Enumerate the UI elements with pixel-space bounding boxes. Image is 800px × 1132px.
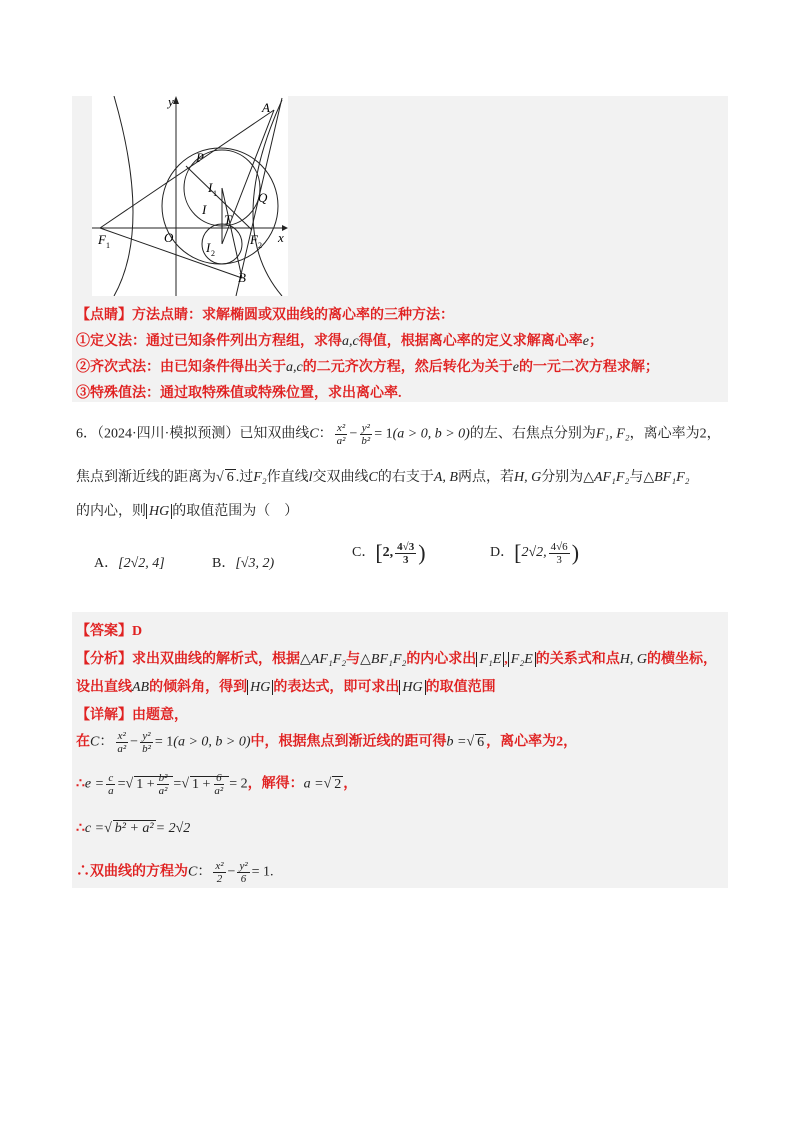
analysis-line-1: [76, 648, 717, 668]
d4-colon: ：: [197, 864, 212, 880]
q-sqrt6: 6: [226, 470, 234, 485]
label-Q: Q: [258, 190, 268, 205]
tip-m1-pre: ①定义法：通过已知条件列出方程组，求得: [76, 334, 342, 349]
an2-end: 的取值范围: [425, 680, 496, 695]
q-l: l: [308, 470, 313, 485]
q-l2-b: 作直线: [266, 470, 309, 485]
tip-title: 【点睛】方法点睛：求解椭圆或双曲线的离心率的三种方法：: [76, 308, 454, 323]
question-foci: F₁, F₂: [595, 426, 630, 442]
choice-C-label: C．: [352, 545, 376, 561]
d2-a-eq: a =: [303, 776, 324, 792]
d4-x2: x²: [215, 860, 224, 872]
d2-root1: [134, 772, 173, 797]
d2-eq2: =: [173, 776, 182, 792]
d1-pre: 在: [76, 734, 90, 750]
question-line-3: [76, 500, 298, 520]
d4-frac-x: [213, 860, 225, 885]
choice-B-label: B．: [212, 556, 236, 571]
d3-rad: b² + a²: [114, 821, 154, 836]
label-y: y: [168, 96, 174, 109]
d2-e: e =: [84, 776, 105, 792]
d4-6: 6: [240, 873, 247, 885]
an-mid: 的内心求出: [406, 652, 477, 667]
choice-D-label: D．: [490, 545, 515, 561]
q-l2-a: .过: [235, 470, 254, 485]
d2-one-1: 1 +: [136, 776, 155, 792]
question-colon: ：: [318, 426, 333, 442]
question-line-1: [76, 422, 721, 447]
question-frac-x: [335, 422, 348, 447]
q-abs-HG: HG: [146, 504, 172, 519]
tip-method-1: [76, 330, 603, 350]
d4-minus: −: [227, 864, 236, 880]
label-I1: I: [208, 180, 213, 195]
tip-m2-mid: 的二元齐次方程，然后转化为关于: [302, 360, 513, 375]
d4-frac-y: [237, 860, 249, 885]
detail-label: 【详解】由题意，: [76, 708, 188, 723]
detail-line-2: ∴e = $\frac{c}{a}$ =√ 1 + $\frac{\text{b²}}{\text{a²}}$ =√ 1 + $\frac{6}{\text{a²}}$ = 2，解得：a =√ 2 ，: [76, 772, 358, 797]
d2-a: a: [108, 785, 114, 797]
d1-b: b =: [446, 734, 467, 750]
label-P: P: [196, 150, 204, 165]
label-A: A: [262, 100, 270, 115]
d1-colon: ：: [99, 734, 114, 750]
d1-frac-x-num: x²: [117, 730, 126, 742]
an-pre: 【分析】求出双曲线的解析式，根据: [76, 652, 300, 667]
tip-m1-mid: 得值，根据离心率的定义求解离心率: [358, 334, 583, 349]
q-l3-pre: 的内心，则: [76, 504, 146, 519]
choice-B-value: [√3, 2): [235, 556, 275, 571]
d4-y2: y²: [239, 860, 248, 872]
an2-absHG: HG: [247, 680, 273, 695]
d2-end: ，: [343, 776, 358, 792]
d3-res: = 2√2: [155, 821, 191, 836]
label-F1-sub: 1: [106, 241, 110, 250]
frac-y-num: y²: [361, 422, 370, 434]
question-line-2: 焦点到渐近线的距离为√ 6 .过F₂作直线l交双曲线C的右支于A, B两点，若H, G分别为△AF₁F₂与△BF₁F₂: [76, 470, 690, 485]
q-l2-e: 两点，若: [457, 470, 514, 485]
answer-label: 【答案】D: [76, 624, 143, 639]
q-F2: F₂: [253, 470, 267, 485]
question-C: C: [309, 426, 319, 442]
choice-D-den: 3: [556, 553, 562, 566]
q-C2: C: [368, 470, 378, 485]
choice-B[interactable]: [212, 552, 274, 572]
d1-minus: −: [130, 734, 139, 750]
an-tri2: △BF₁F₂: [360, 652, 407, 667]
question-minus: −: [349, 426, 358, 442]
question-number: 6．: [76, 426, 97, 442]
question-ecc: ，离心率为2，: [629, 426, 721, 442]
question-cond: (a > 0, b > 0): [392, 426, 470, 442]
choice-D-pre: 2√2,: [521, 545, 547, 561]
d2-frac-ba: [157, 772, 170, 797]
question-frac-y: [359, 422, 372, 447]
choice-A-value: [2√2, 4]: [118, 556, 165, 571]
d4-C: C: [188, 864, 198, 880]
question-source: （2024·四川·模拟预测）已知双曲线: [97, 426, 310, 442]
label-F2-sub: 2: [258, 241, 262, 250]
label-I: I: [202, 202, 207, 217]
d3-pre: ∴: [76, 821, 85, 836]
d2-c: c: [108, 772, 114, 784]
frac-x-num: x²: [336, 422, 346, 434]
choice-C-num: 4√3: [397, 540, 415, 553]
tip-method-2: [76, 356, 659, 376]
label-I2: I: [206, 240, 211, 255]
an-mid2: 的关系式和点: [535, 652, 620, 667]
d1-frac-x-den: a²: [117, 743, 127, 755]
frac-y-den: b²: [361, 435, 371, 447]
label-B: B: [238, 270, 246, 285]
q-l2-d: 的右支于: [377, 470, 434, 485]
d1-cond: (a > 0, b > 0): [173, 734, 251, 750]
d2-frac-ca: [106, 772, 116, 797]
tip-m2-e: e: [512, 360, 519, 375]
tip-m2-vars: a,c: [286, 360, 303, 375]
d1-end: ，离心率为2，: [486, 734, 578, 750]
tip-m2-end: 的一元二次方程求解；: [518, 360, 659, 375]
q-l2-g: 与: [629, 470, 644, 485]
q-HG: H, G: [513, 470, 542, 485]
d1-frac-y-den: b²: [142, 743, 151, 755]
label-O: O: [164, 230, 174, 245]
choice-A-label: A．: [94, 556, 119, 571]
q-AB: A, B: [433, 470, 458, 485]
d2-6: 6: [216, 772, 222, 784]
d1-frac-y: [140, 730, 153, 755]
d2-a2: a²: [158, 785, 168, 797]
d1-C: C: [90, 734, 100, 750]
d3-c: c =: [84, 821, 105, 836]
tip-method-3: ③特殊值法：通过取特殊值或特殊位置，求出离心率.: [76, 386, 402, 401]
label-x: x: [278, 230, 284, 245]
an2-mid2: 的表达式，即可求出: [273, 680, 400, 695]
choice-C-frac: [395, 541, 416, 566]
d4-pre: ∴双曲线的方程为: [76, 864, 188, 880]
an-tri1: △AF₁F₂: [300, 652, 347, 667]
d2-sqrt2: 2: [334, 776, 342, 792]
q-tri1: △AF₁F₂: [583, 470, 630, 485]
d1-frac-x: [115, 730, 128, 755]
label-T: T: [224, 212, 232, 227]
analysis-line-2: [76, 676, 496, 696]
choice-C-den: 3: [402, 553, 409, 566]
q-l3-post: 的取值范围为（ ）: [172, 504, 299, 519]
q-l2-pre: 焦点到渐近线的距离为: [76, 470, 216, 485]
question-eq-one: = 1: [374, 426, 393, 442]
an2-pre: 设出直线: [76, 680, 132, 695]
q-l2-c: 交双曲线: [312, 470, 369, 485]
an2-mid: 的倾斜角，得到: [149, 680, 248, 695]
d2-a2-2: a²: [214, 785, 224, 797]
choice-D-num: 4√6: [550, 540, 568, 553]
detail-line-3: ∴c =√ b² + a² = 2√2: [76, 821, 191, 836]
d2-pre: ∴: [76, 776, 85, 792]
choice-A[interactable]: [94, 552, 165, 572]
label-F2: F: [250, 232, 258, 247]
q-tri2: △BF₁F₂: [643, 470, 690, 485]
d1-frac-y-num: y²: [142, 730, 151, 742]
d2-result: = 2: [229, 776, 248, 792]
an2-AB: AB: [132, 680, 150, 695]
tip-m1-e: e: [582, 334, 589, 349]
an-comma: ,: [504, 652, 508, 667]
d1-mid: 中，根据焦点到渐近线的距可得: [250, 734, 447, 750]
frac-x-den: a²: [336, 435, 346, 447]
tip-m1-vars: a,c: [342, 334, 359, 349]
d2-frac-6a: [212, 772, 225, 797]
d1-sqrt6: 6: [477, 734, 485, 750]
detail-line-1: 在C： $\frac{\text{x²}}{\text{a²}}$ − $\frac{\text{y²}}{\text{b²}}$ = 1(a > 0, b > 0)中，根据焦点到渐近线的距可得b =√ 6 ，离心率为2，: [76, 730, 578, 755]
an2-absHG2: HG: [399, 680, 425, 695]
label-F1: F: [98, 232, 106, 247]
d2-solve: ，解得：: [247, 776, 304, 792]
hyperbola-figure: [92, 96, 288, 296]
d1-eq: = 1: [154, 734, 174, 750]
choice-D-frac: [549, 541, 570, 566]
d2-b2: b²: [158, 772, 168, 784]
choice-C[interactable]: C．[2, $\frac{4√3}{3}$ ): [352, 540, 426, 566]
tip-m2-pre: ②齐次式法：由已知条件得出关于: [76, 360, 286, 375]
an-end: 的横坐标，: [647, 652, 718, 667]
an-and: 与: [346, 652, 361, 667]
q-l2-f: 分别为: [541, 470, 584, 485]
label-I1-sub: 1: [213, 189, 217, 198]
an-F2E: F₂E: [508, 652, 536, 667]
d2-root2: [190, 772, 229, 797]
d4-eq: = 1.: [251, 864, 274, 880]
choice-C-pre: 2,: [382, 545, 394, 561]
choice-D[interactable]: D．[2√2, $\frac{4√6}{3}$ ): [490, 540, 580, 566]
d2-eq1: =: [117, 776, 126, 792]
an-F1E: F₁E: [476, 652, 504, 667]
an-HG: H, G: [619, 652, 648, 667]
detail-line-4: [76, 860, 274, 885]
label-I2-sub: 2: [211, 249, 215, 258]
d4-2: 2: [216, 873, 223, 885]
d2-one-2: 1 +: [192, 776, 211, 792]
tip-m1-end: ；: [588, 334, 603, 349]
question-after-eq: 的左、右焦点分别为: [469, 426, 596, 442]
